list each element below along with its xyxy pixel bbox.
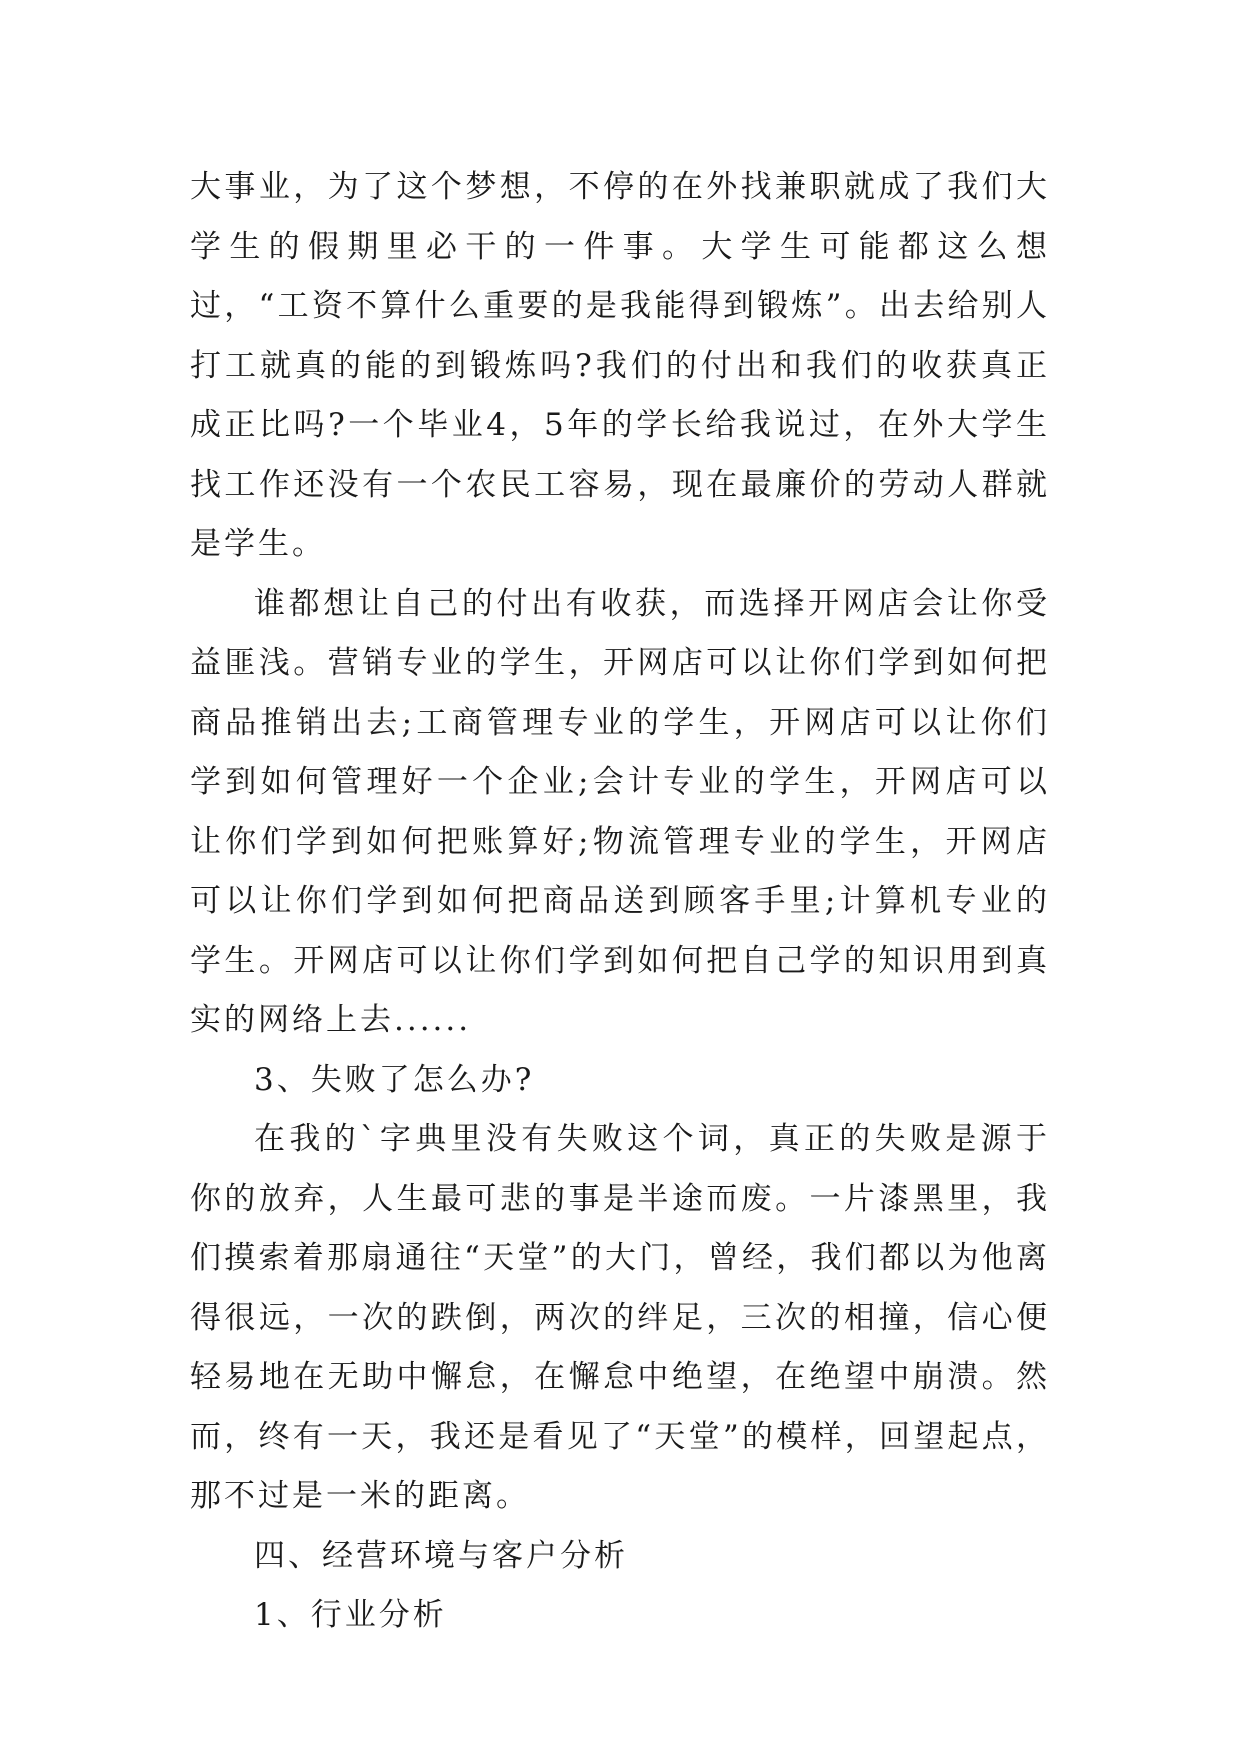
paragraph-2: 谁都想让自己的付出有收获，而选择开网店会让你受益匪浅。营销专业的学生，开网店可以让你们学到如何把商品推销出去;工商管理专业的学生，开网店可以让你们学到如何管理好一个企业;会计专业的学生，开网店可以让你们学到如何把账算好;物流管理专业的学生，开网店可以让你们学到如何把商品送到顾客手里;计算机专业的学生。开网店可以让你们学到如何把自己学的知识用到真实的网络上去...... — [190, 585, 1050, 1038]
section-heading-failure: 3、失败了怎么办? — [254, 1061, 535, 1098]
paragraph-3: 在我的`字典里没有失败这个词，真正的失败是源于你的放弃，人生最可悲的事是半途而废。一片漆黑里，我们摸索着那扇通往“天堂”的大门，曾经，我们都以为他离得很远，一次的跌倒，两次的绊足，三次的相撞，信心便轻易地在无助中懈怠，在懈怠中绝望，在绝望中崩溃。然而，终有一天，我还是看见了“天堂”的模样，回望起点，那不过是一米的距离。 — [190, 1121, 1050, 1514]
section-heading-environment: 四、经营环境与客户分析 — [254, 1537, 628, 1574]
document-body — [190, 158, 1050, 1646]
section-heading-industry: 1、行业分析 — [254, 1597, 447, 1633]
paragraph-1: 大事业，为了这个梦想，不停的在外找兼职就成了我们大学生的假期里必干的一件事。大学生可能都这么想过，“工资不算什么重要的是我能得到锻炼”。出去给别人打工就真的能的到锻炼吗?我们的付出和我们的收获真正成正比吗?一个毕业4，5年的学长给我说过，在外大学生找工作还没有一个农民工容易，现在最廉价的劳动人群就是学生。 — [190, 169, 1050, 562]
